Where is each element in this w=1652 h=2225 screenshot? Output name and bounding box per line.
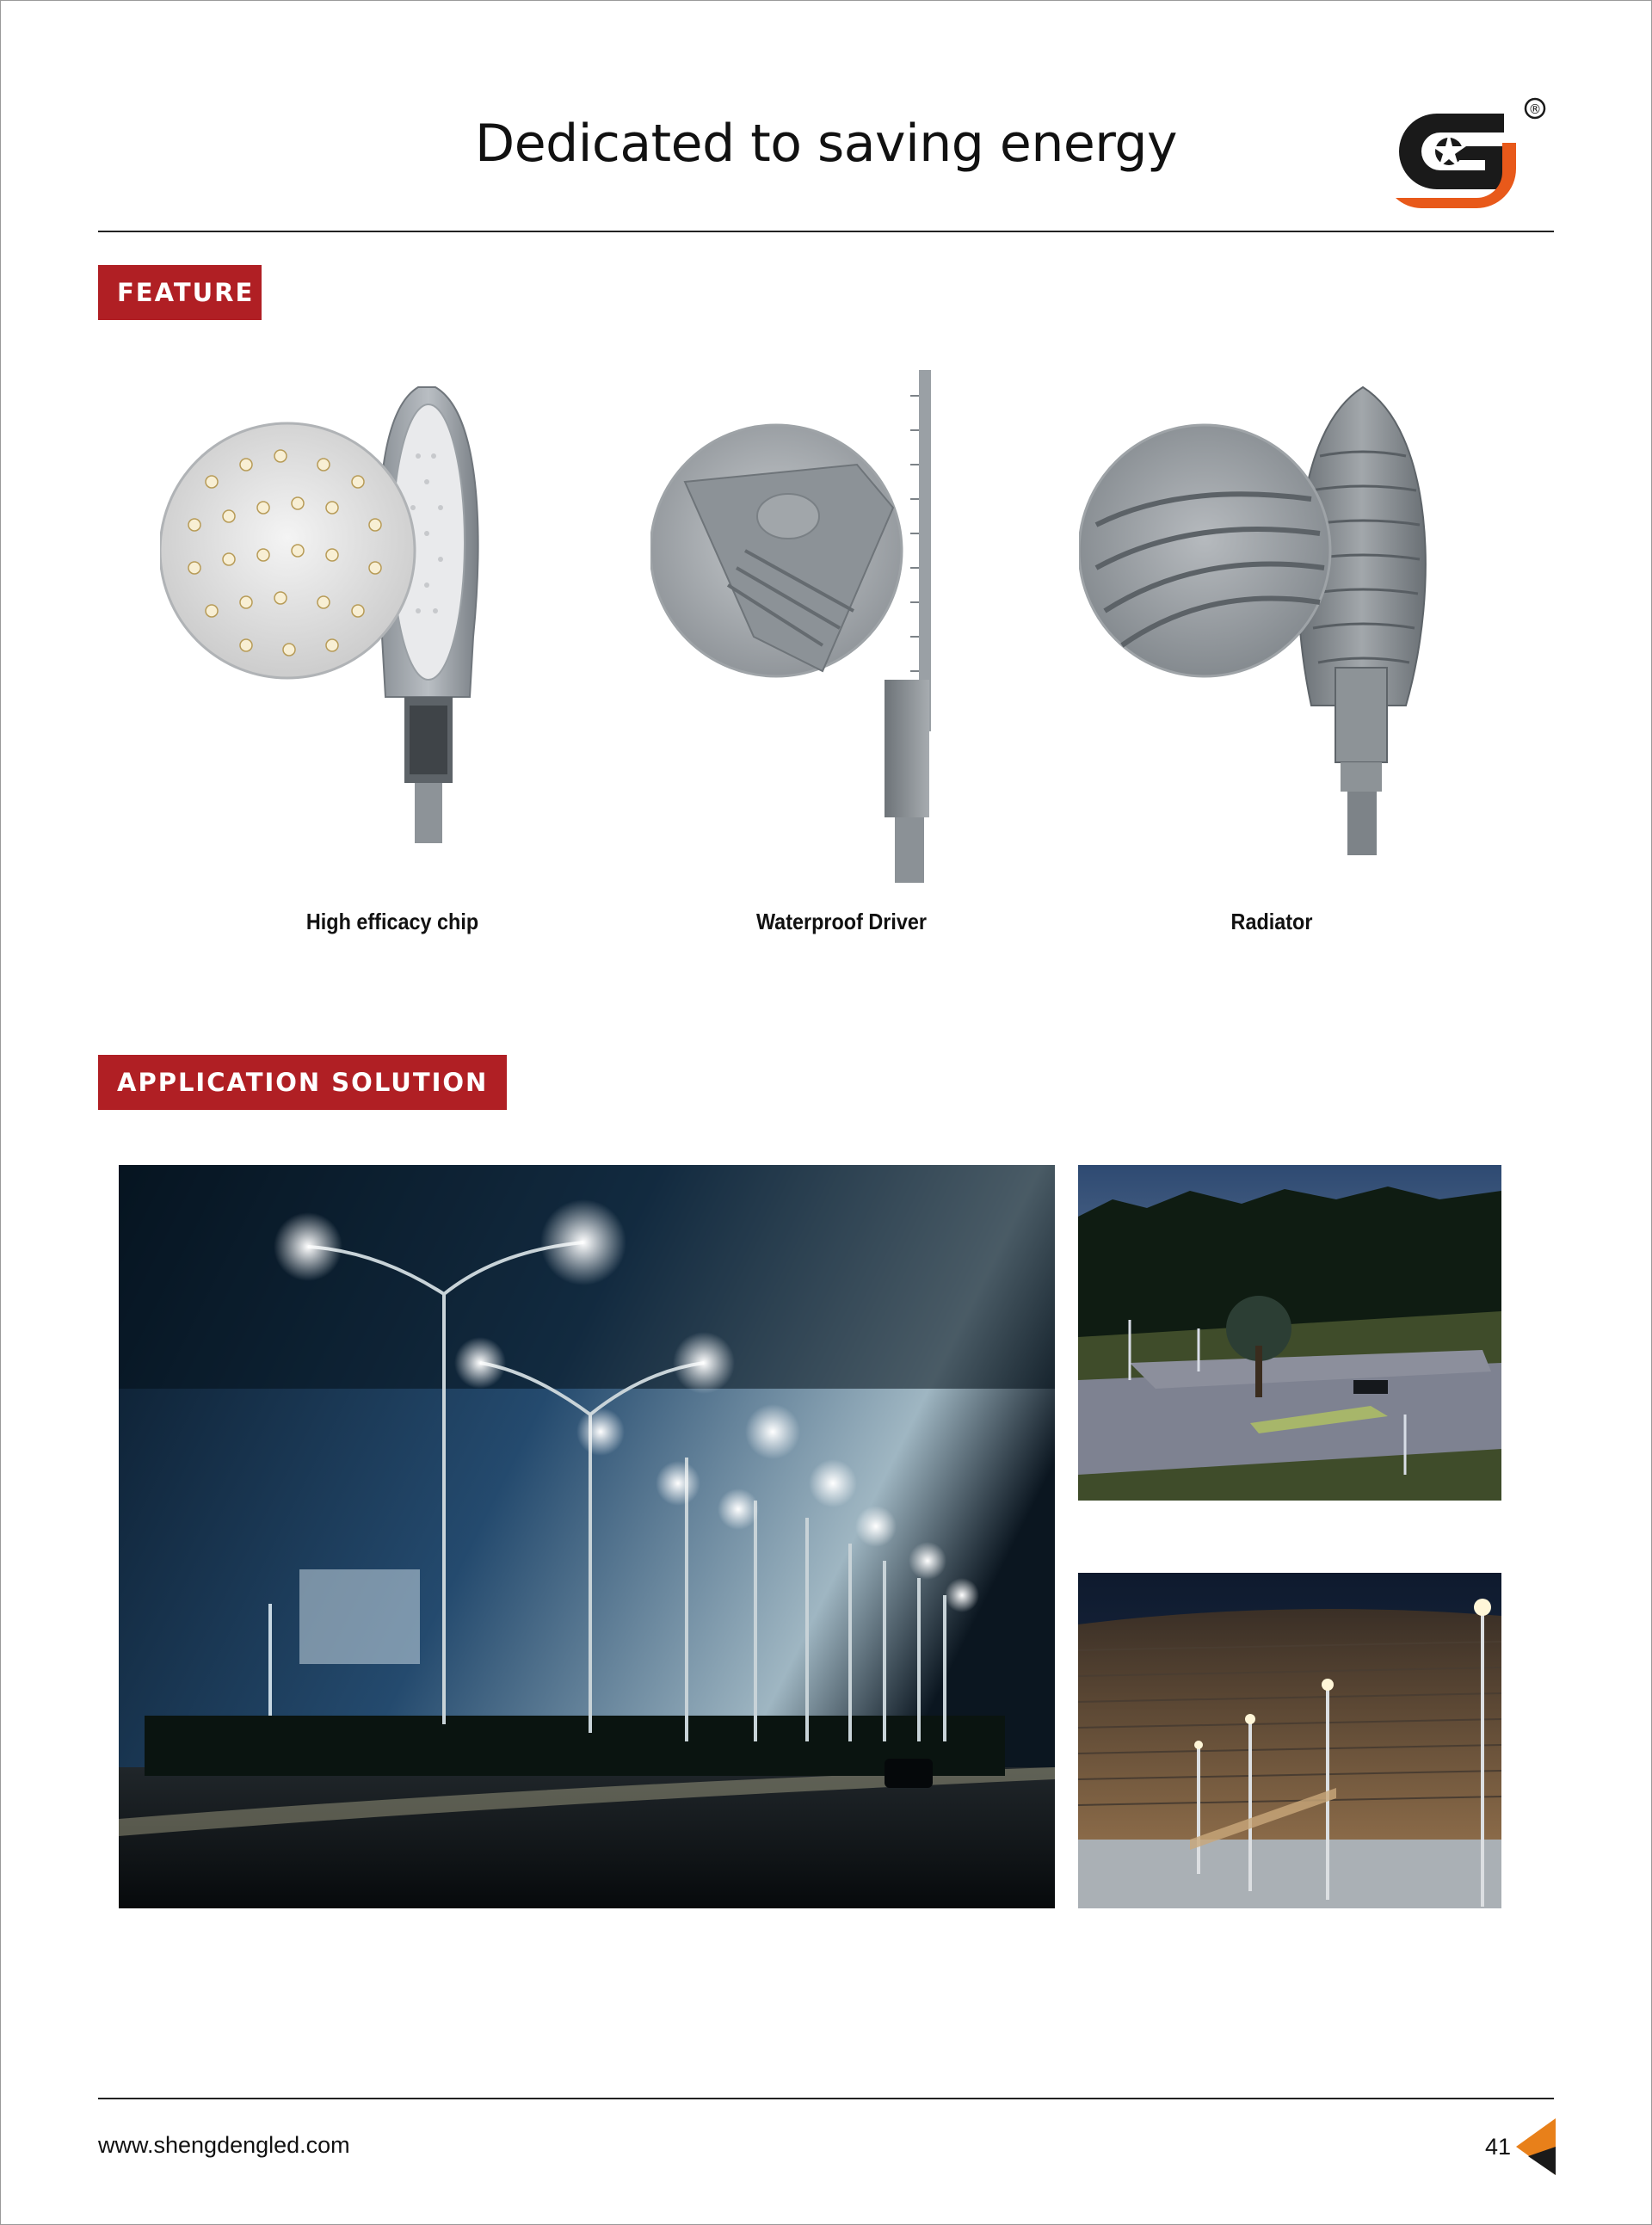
brand-logo [1387, 95, 1550, 215]
page-title: Dedicated to saving energy [475, 114, 1177, 174]
application-section-label: APPLICATION SOLUTION [98, 1055, 507, 1110]
highway-night-photo [119, 1165, 1055, 1908]
radiator-lamp-icon [1079, 361, 1475, 895]
feature-caption-driver: Waterproof Driver [755, 909, 928, 934]
page-corner-tab-icon [1516, 2118, 1556, 2175]
feature-caption-chip: High efficacy chip [305, 909, 479, 934]
website-url: www.shengdengled.com [98, 2132, 350, 2158]
feature-caption-radiator: Radiator [1230, 909, 1313, 934]
waterproof-driver-lamp-icon [650, 361, 977, 895]
page-number: 41 [1485, 2134, 1512, 2160]
footer-rule [98, 2098, 1554, 2099]
park-dusk-photo [1078, 1165, 1501, 1501]
building-exterior-photo [1078, 1573, 1501, 1908]
feature-section-label: FEATURE [98, 265, 262, 320]
header-rule [98, 231, 1554, 232]
led-chip-lamp-icon [160, 361, 556, 895]
registered-mark: ® [1528, 102, 1542, 117]
